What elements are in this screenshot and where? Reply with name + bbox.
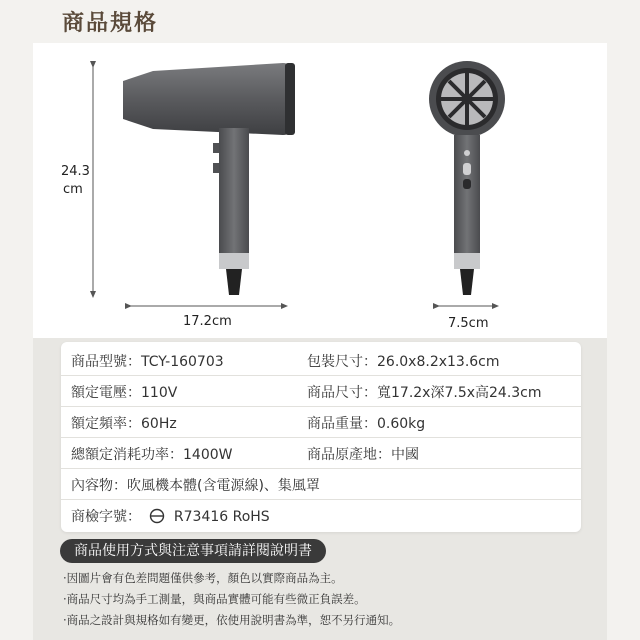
spec-row — [61, 438, 581, 469]
spec-inspection-value: R73416 RoHS — [173, 509, 270, 525]
dimension-lines — [33, 43, 607, 338]
spec-inspection-label: 商檢字號： — [71, 509, 141, 525]
spec-frequency: 額定頻率：60Hz — [71, 416, 177, 432]
notice-heading: 商品使用方式與注意事項請詳閱說明書 — [60, 539, 326, 563]
spec-row — [61, 500, 581, 530]
spec-row — [61, 345, 581, 376]
spec-row — [61, 407, 581, 438]
notice-list — [63, 568, 400, 631]
width-label: 17.2cm — [183, 314, 232, 329]
spec-voltage: 額定電壓：110V — [71, 385, 178, 401]
spec-power: 總額定消耗功率：1400W — [71, 447, 233, 463]
spec-product-size: 商品尺寸：寬17.2x深7.5x高24.3cm — [307, 385, 542, 401]
height-value: 24.3 — [61, 164, 90, 179]
notice-line: ‧商品尺寸均為手工測量，與商品實體可能有些微正負誤差。 — [63, 592, 366, 606]
spec-origin: 商品原產地：中國 — [307, 447, 419, 463]
spec-table — [61, 342, 581, 532]
spec-row — [61, 469, 581, 500]
spec-contents: 內容物：吹風機本體(含電源線)、集風罩 — [71, 478, 320, 494]
dryer-side-view — [123, 63, 295, 295]
spec-package-size: 包裝尺寸：26.0x8.2x13.6cm — [307, 354, 500, 370]
spec-weight: 商品重量：0.60kg — [307, 416, 426, 432]
spec-row — [61, 376, 581, 407]
spec-inspection — [71, 506, 270, 526]
notice-line: ‧商品之設計與規格如有變更，依使用說明書為準，恕不另行通知。 — [63, 613, 401, 627]
spec-model: 商品型號：TCY-160703 — [71, 354, 224, 370]
dryer-front-view — [429, 61, 505, 295]
bsmi-mark-icon — [149, 508, 165, 524]
product-photo-area — [33, 43, 607, 338]
notice-line: ‧因圖片會有色差問題僅供參考，顏色以實際商品為主。 — [63, 571, 343, 585]
page-title: 商品規格 — [62, 11, 159, 36]
depth-label: 7.5cm — [448, 316, 489, 331]
height-unit: cm — [63, 182, 83, 197]
